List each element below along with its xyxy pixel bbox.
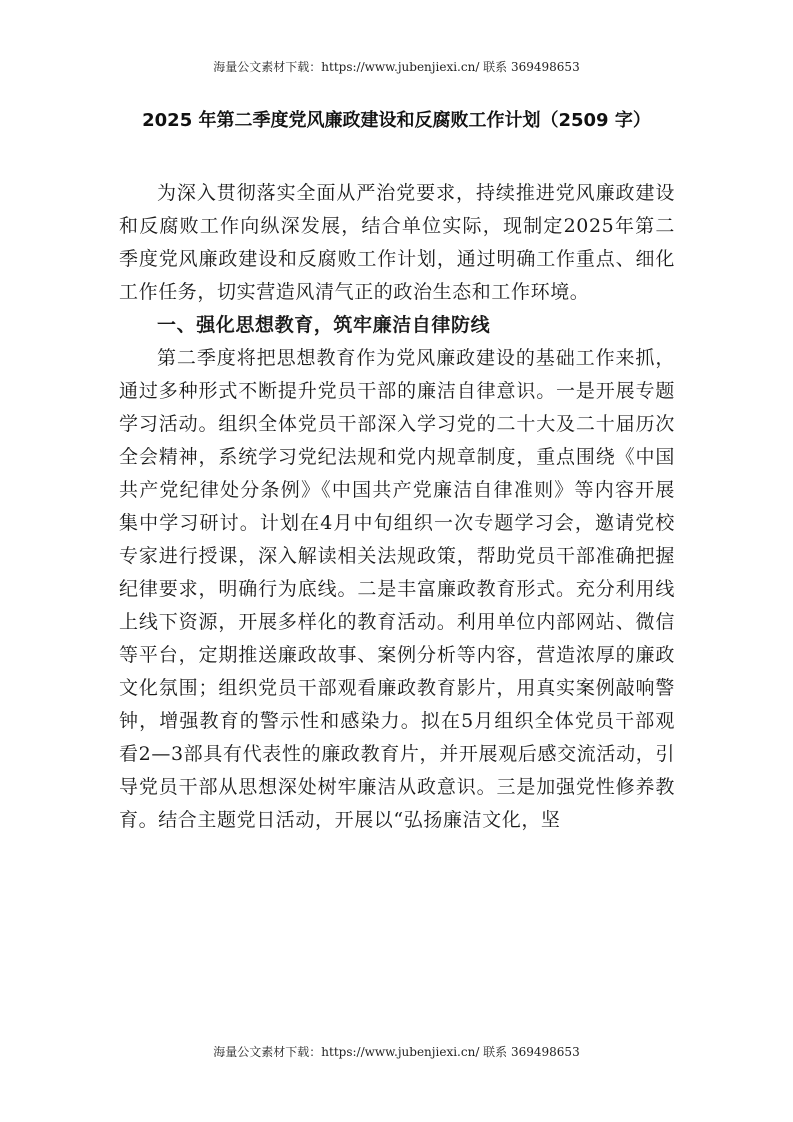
section-1-heading: 一、强化思想教育，筑牢廉洁自律防线 bbox=[157, 314, 491, 336]
page-footer: 海量公文素材下载：https://www.jubenjiexi.cn/ 联系 369498653 bbox=[213, 1045, 580, 1059]
page-header: 海量公文素材下载：https://www.jubenjiexi.cn/ 联系 369498653 bbox=[213, 60, 580, 74]
document-title: 2025 年第二季度党风廉政建设和反腐败工作计划（2509 字） bbox=[142, 110, 651, 131]
section-1-paragraph: 第二季度将把思想教育作为党风廉政建设的基础工作来抓，通过多种形式不断提升党员干部的廉洁自律意识。一是开展专题学习活动。组织全体党员干部深入学习党的二十大及二十届历次全会精神，系统学习党纪法规和党内规章制度，重点围绕《中国共产党纪律处分条例》《中国共产党廉洁自律准则》等内容开展集中学习研讨。计划在4月中旬组织一次专题学习会，邀请党校专家进行授课，深入解读相关法规政策，帮助党员干部准确把握纪律要求，明确行为底线。二是丰富廉政教育形式。充分利用线上线下资源，开展多样化的教育活动。利用单位内部网站、微信等平台，定期推送廉政故事、案例分析等内容，营造浓厚的廉政文化氛围；组织党员干部观看廉政教育影片，用真实案例敲响警钟，增强教育的警示性和感染力。拟在5月组织全体党员干部观看2—3部具有代表性的廉政教育片，并开展观后感交流活动，引导党员干部从思想深处树牢廉洁从政意识。三是加强党性修养教育。结合主题党日活动，开展以“弘扬廉洁文化，坚 bbox=[119, 347, 675, 831]
intro-paragraph: 为深入贯彻落实全面从严治党要求，持续推进党风廉政建设和反腐败工作向纵深发展，结合单位实际，现制定2025年第二季度党风廉政建设和反腐败工作计划，通过明确工作重点、细化工作任务，切实营造风清气正的政治生态和工作环境。 bbox=[119, 182, 675, 303]
document-body bbox=[119, 177, 675, 837]
